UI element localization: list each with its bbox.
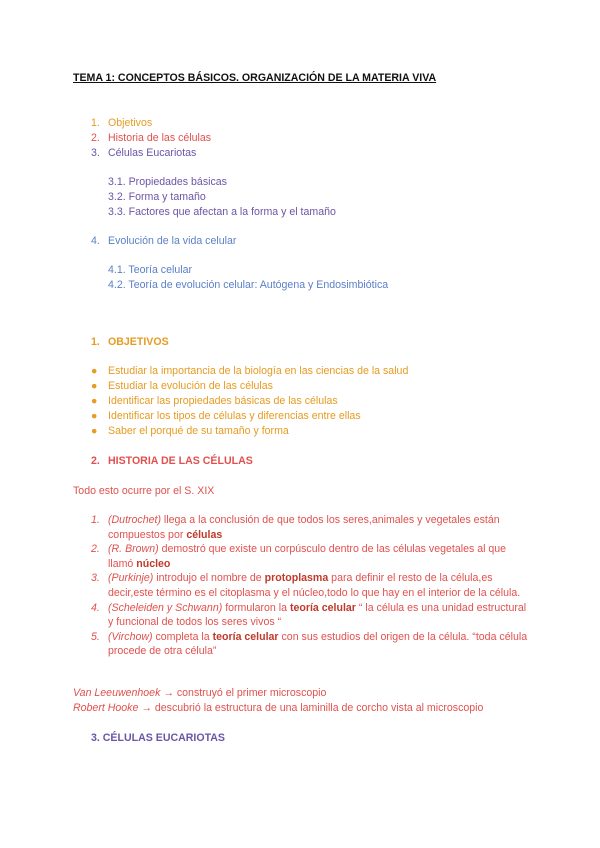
list-item: 5. (Virchow) completa la teoría celular con sus estudios del origen de la célula. “toda célula procede de otra célula” bbox=[91, 630, 528, 658]
section-intro: Todo esto ocurre por el S. XIX bbox=[73, 485, 215, 497]
toc-item-historia: 2. Historia de las células bbox=[91, 132, 212, 144]
list-item: ● Saber el porqué de su tamaño y forma bbox=[91, 425, 289, 437]
history-list bbox=[91, 513, 531, 659]
list-item: 2. (R. Brown) demostró que existe un corpúsculo dentro de las células vegetales al que llamó núcleo bbox=[91, 543, 507, 570]
note-line: Van Leeuwenhoek → construyó el primer microscopio bbox=[73, 687, 327, 699]
section-heading-objetivos: 1. OBJETIVOS bbox=[91, 336, 169, 348]
author: (Dutrochet) bbox=[108, 514, 161, 526]
toc-item-eucariotas: 3. Células Eucariotas bbox=[91, 147, 197, 159]
list-item: 4. (Scheleiden y Schwann) formularon la teoría celular “ la célula es una unidad estructural y funcional de todos los seres vivos “ bbox=[91, 601, 527, 629]
author: (R. Brown) bbox=[108, 543, 159, 556]
document-title: TEMA 1: CONCEPTOS BÁSICOS. ORGANIZACIÓN DE LA MATERIA VIVA bbox=[73, 72, 437, 84]
keyword: núcleo bbox=[136, 557, 171, 570]
toc-subitem: 3.3. Factores que afectan a la forma y el tamaño bbox=[108, 206, 336, 218]
toc-item-evolucion: 4. Evolución de la vida celular bbox=[91, 235, 237, 247]
author: (Purkinje) bbox=[108, 572, 154, 585]
toc-subitem: 4.1. Teoría celular bbox=[108, 264, 193, 276]
list-item: ● Identificar los tipos de células y diferencias entre ellas bbox=[91, 410, 361, 422]
note-line: Robert Hooke → descubrió la estructura de una laminilla de corcho vista al microscopio bbox=[73, 702, 484, 714]
table-of-contents bbox=[91, 116, 211, 161]
list-item: 1. (Dutrochet) llega a la conclusión de que todos los seres,animales y vegetales están compuestos por células bbox=[91, 514, 500, 541]
section-heading-eucariotas: 3. CÉLULAS EUCARIOTAS bbox=[91, 732, 225, 744]
author: (Scheleiden y Schwann) bbox=[108, 601, 223, 614]
list-item: ● Estudiar la evolución de las células bbox=[91, 380, 273, 392]
list-item: ● Estudiar la importancia de la biología en las ciencias de la salud bbox=[91, 365, 409, 377]
keyword: células bbox=[186, 528, 223, 541]
section-heading-historia: 2. HISTORIA DE LAS CÉLULAS bbox=[91, 455, 253, 467]
toc-subitem: 3.1. Propiedades básicas bbox=[108, 176, 227, 188]
toc-subsection-4 bbox=[108, 263, 388, 293]
list-item: 3. (Purkinje) introdujo el nombre de protoplasma para definir el resto de la célula,es decir,este término es el citoplasma y el núcleo,todo lo que hay en el interior de la célula. bbox=[91, 572, 521, 599]
objectives-list bbox=[91, 364, 408, 439]
keyword: teoría celular bbox=[212, 630, 279, 643]
toc-subitem: 3.2. Forma y tamaño bbox=[108, 191, 206, 203]
toc-subitem: 4.2. Teoría de evolución celular: Autógena y Endosimbiótica bbox=[108, 279, 389, 291]
keyword: protoplasma bbox=[264, 572, 329, 585]
author: (Virchow) bbox=[108, 630, 153, 643]
history-notes bbox=[73, 686, 483, 716]
toc-subsection-3 bbox=[108, 175, 336, 220]
toc-item-objetivos: 1. Objetivos bbox=[91, 117, 153, 129]
keyword: teoría celular bbox=[289, 601, 356, 614]
list-item: ● Identificar las propiedades básicas de las células bbox=[91, 395, 338, 407]
